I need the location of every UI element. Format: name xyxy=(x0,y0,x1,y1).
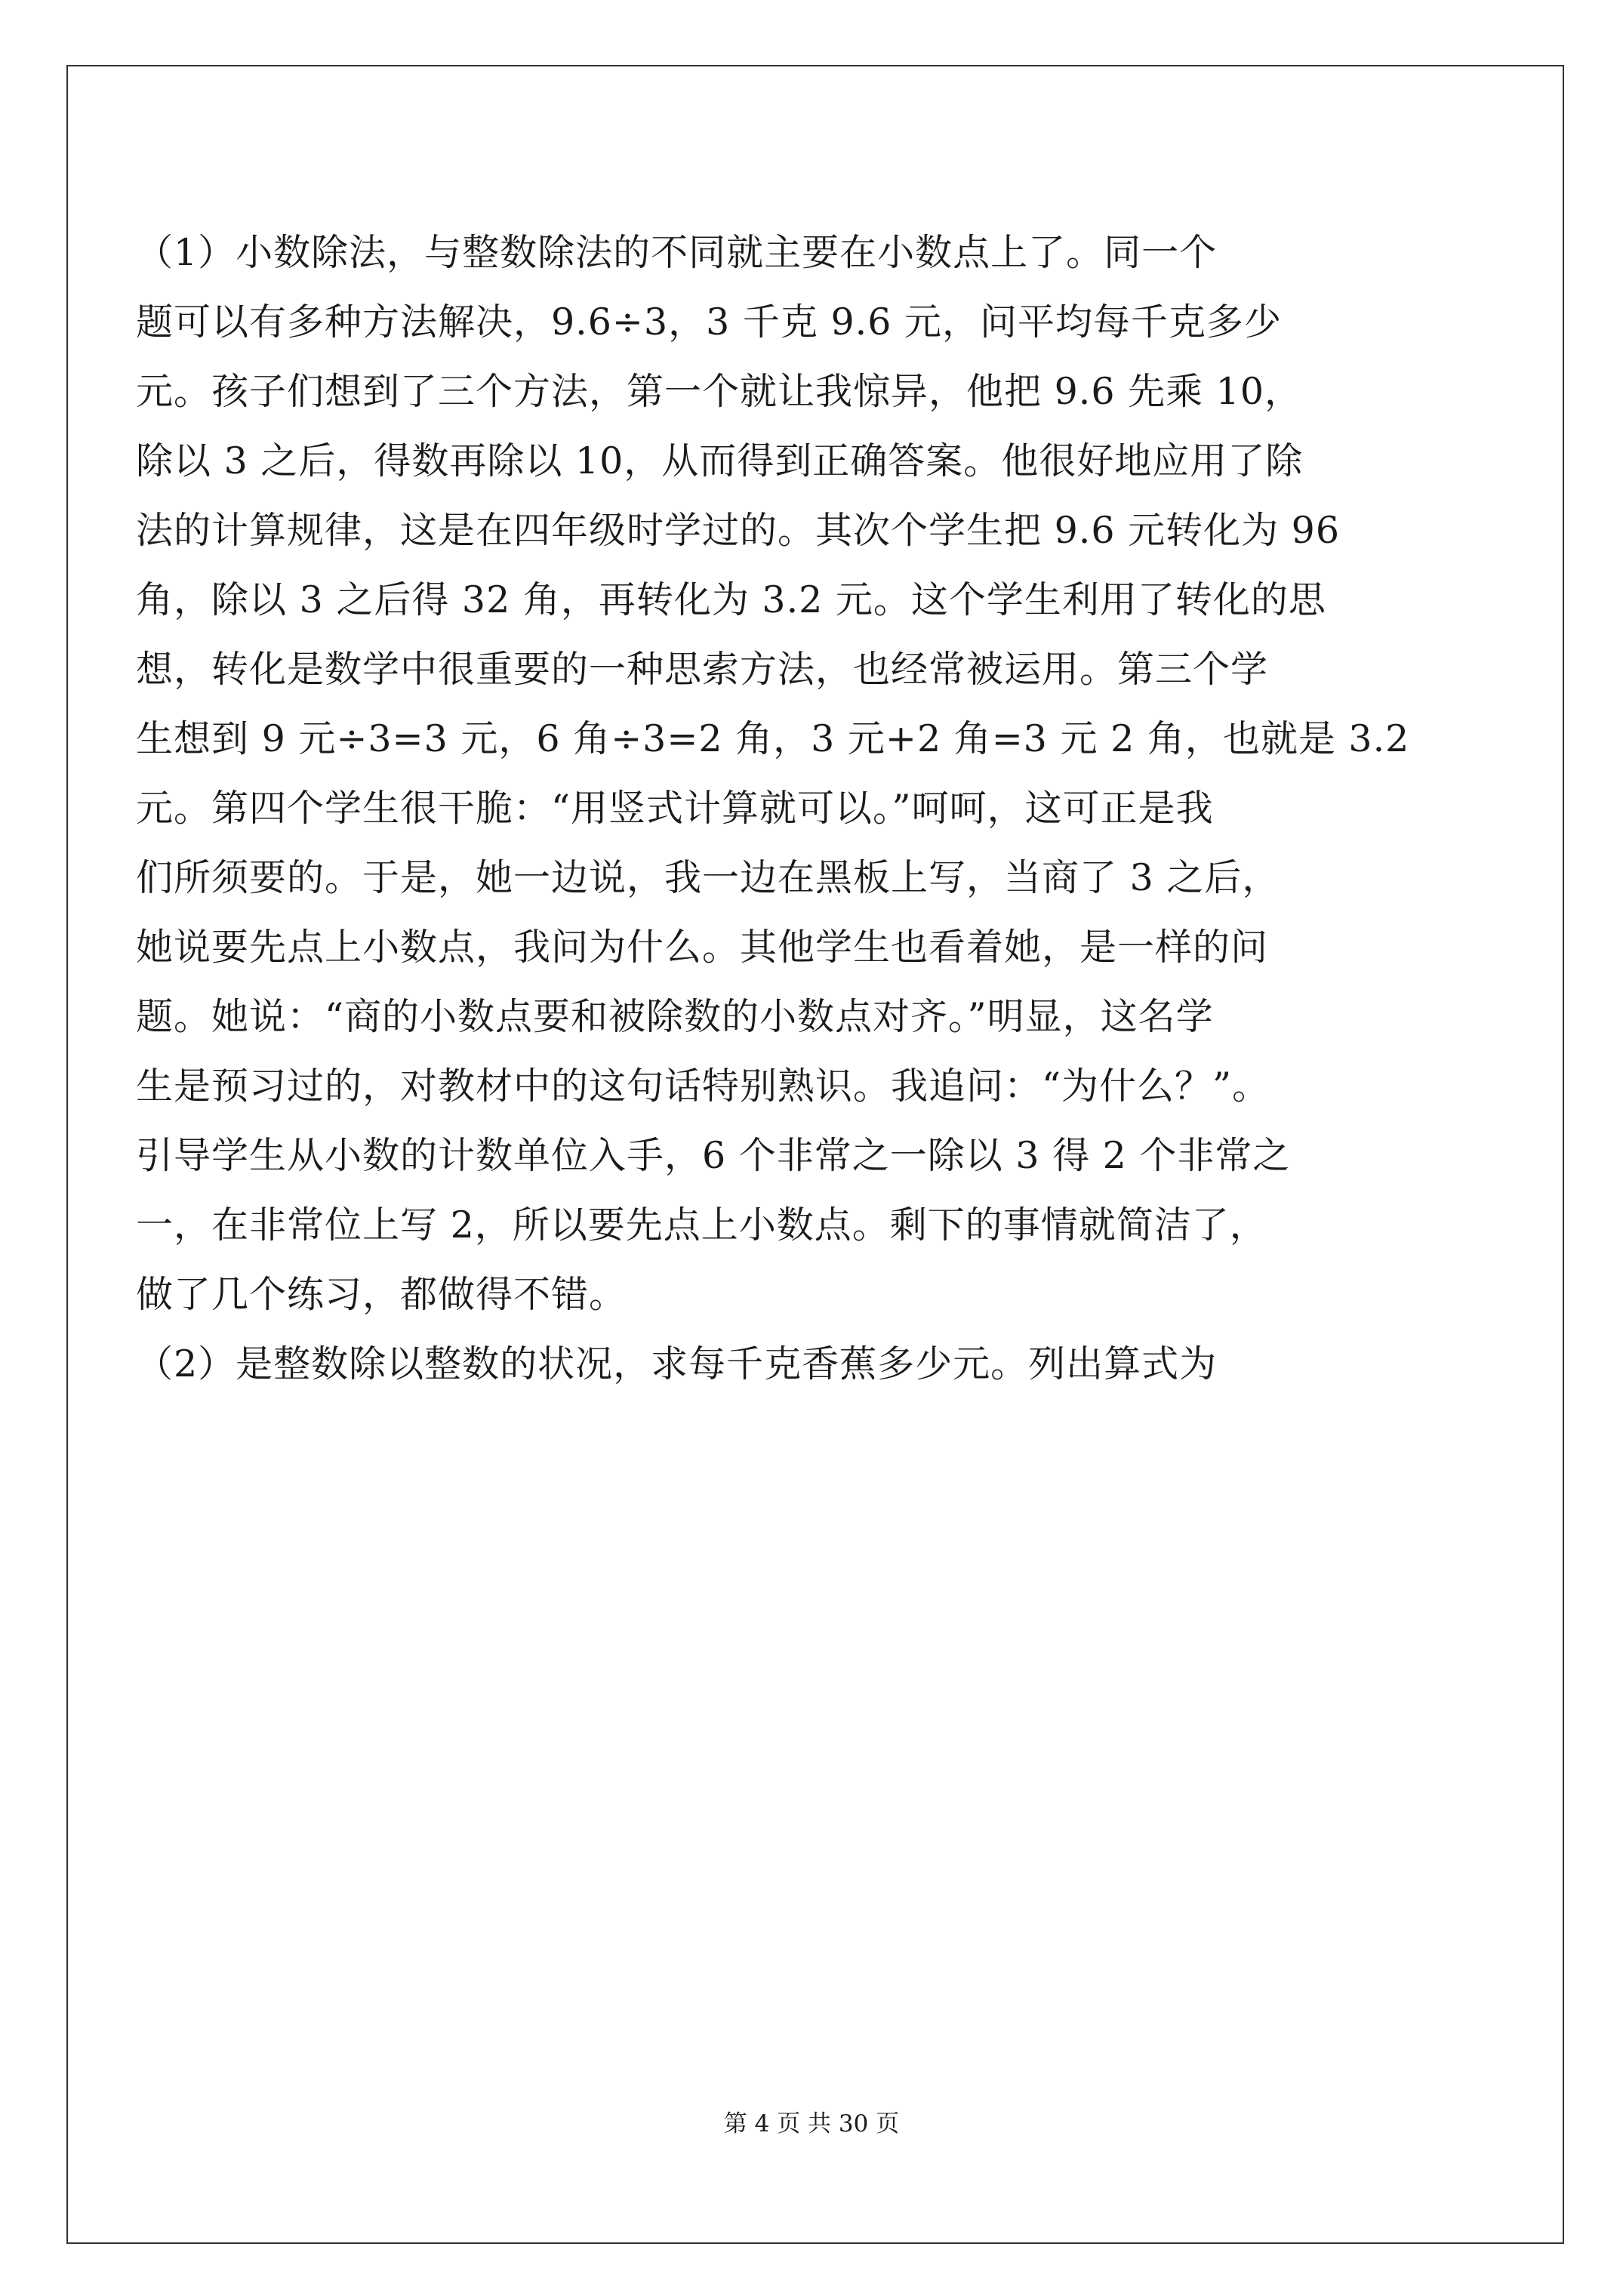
paragraph-line: 元。第四个学生很干脆：“用竖式计算就可以。”呵呵，这可正是我 xyxy=(136,787,1214,830)
paragraph-line: 法的计算规律，这是在四年级时学过的。其次个学生把 9.6 元转化为 96 xyxy=(136,509,1341,552)
paragraph-line: 她说要先点上小数点，我问为什么。其他学生也看着她，是一样的问 xyxy=(136,926,1269,969)
paragraph-line: （1）小数除法，与整数除法的不同就主要在小数点上了。同一个 xyxy=(136,231,1218,274)
paragraph-line: 元。孩子们想到了三个方法，第一个就让我惊异，他把 9.6 先乘 10， xyxy=(136,370,1303,413)
paragraph-line: 题。她说：“商的小数点要和被除数的小数点对齐。”明显，这名学 xyxy=(136,995,1214,1038)
paragraph-line: 生是预习过的，对教材中的这句话特别熟识。我追问：“为什么？”。 xyxy=(136,1065,1270,1108)
paragraph-line: （2）是整数除以整数的状况，求每千克香蕉多少元。列出算式为 xyxy=(136,1342,1218,1385)
paragraph-line: 除以 3 之后，得数再除以 10，从而得到正确答案。他很好地应用了除 xyxy=(136,439,1304,482)
paragraph-line: 想，转化是数学中很重要的一种思索方法，也经常被运用。第三个学 xyxy=(136,648,1269,691)
paragraph-line: 题可以有多种方法解决，9.6÷3，3 千克 9.6 元，问平均每千克多少 xyxy=(136,300,1282,344)
page-number-footer: 第 4 页 共 30 页 xyxy=(723,2110,900,2137)
paragraph-line: 一，在非常位上写 2，所以要先点上小数点。剩下的事情就简洁了， xyxy=(136,1203,1267,1247)
paragraph-line: 引导学生从小数的计数单位入手，6 个非常之一除以 3 得 2 个非常之 xyxy=(136,1134,1291,1177)
paragraph-line: 角，除以 3 之后得 32 角，再转化为 3.2 元。这个学生利用了转化的思 xyxy=(136,578,1326,621)
paragraph-line: 们所须要的。于是，她一边说，我一边在黑板上写，当商了 3 之后， xyxy=(136,856,1280,899)
paragraph-line: 做了几个练习，都做得不错。 xyxy=(136,1273,627,1316)
paragraph-line: 生想到 9 元÷3=3 元，6 角÷3=2 角，3 元+2 角=3 元 2 角，也就是 3.2 xyxy=(136,717,1410,760)
